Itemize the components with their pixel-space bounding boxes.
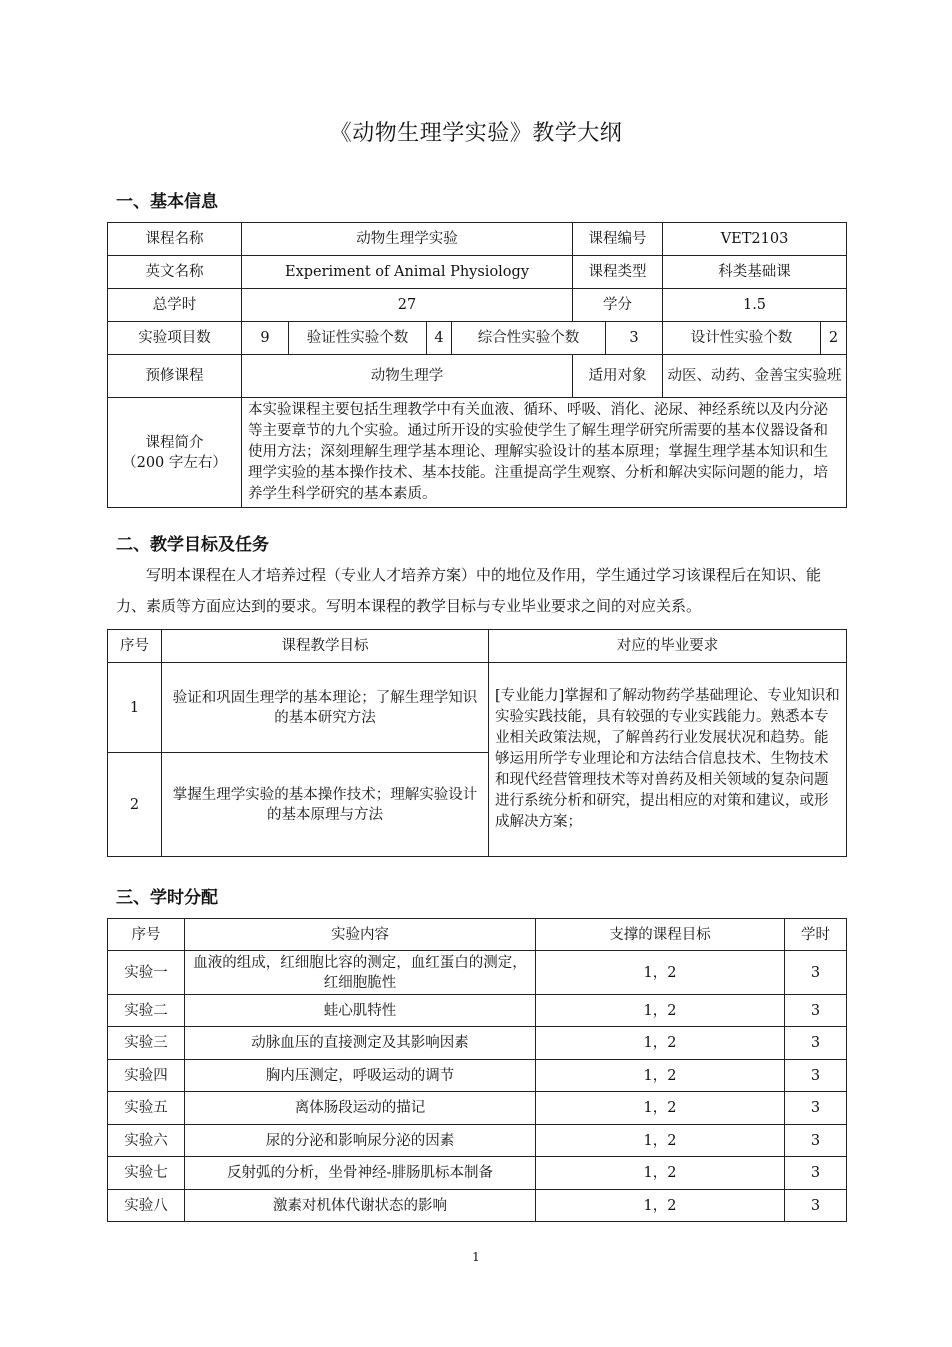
value-total-hours: 27 — [242, 289, 573, 322]
goals-row-2-goal: 掌握生理学实验的基本操作技术；理解实验设计的基本原理与方法 — [162, 753, 489, 857]
row-goals: 1，2 — [536, 1092, 785, 1125]
row-no: 实验四 — [108, 1060, 185, 1092]
value-prereq: 动物生理学 — [242, 355, 573, 398]
value-course-code: VET2103 — [663, 223, 847, 256]
table-row — [108, 951, 847, 995]
goals-header-requirement: 对应的毕业要求 — [489, 630, 847, 663]
goals-header-goal: 课程教学目标 — [162, 630, 489, 663]
section-heading-goals: 二、教学目标及任务 — [116, 535, 269, 555]
table-row — [108, 1190, 847, 1222]
label-course-code: 课程编号 — [573, 223, 663, 256]
hours-header-hours: 学时 — [785, 919, 847, 951]
label-credits: 学分 — [573, 289, 663, 322]
row-no: 实验一 — [108, 951, 185, 995]
row-goals: 1，2 — [536, 1125, 785, 1157]
row-goals: 1，2 — [536, 1060, 785, 1092]
row-hours: 3 — [785, 1157, 847, 1190]
value-comprehensive-count: 3 — [606, 322, 663, 355]
row-hours: 3 — [785, 1027, 847, 1060]
row-no: 实验三 — [108, 1027, 185, 1060]
value-english-name: Experiment of Animal Physiology — [242, 256, 573, 289]
label-exp-count: 实验项目数 — [108, 322, 242, 355]
value-verify-count: 4 — [427, 322, 452, 355]
row-content: 动脉血压的直接测定及其影响因素 — [185, 1027, 536, 1060]
row-hours: 3 — [785, 951, 847, 995]
row-content: 激素对机体代谢状态的影响 — [185, 1190, 536, 1222]
row-goals: 1，2 — [536, 1027, 785, 1060]
table-row — [108, 1157, 847, 1190]
value-credits: 1.5 — [663, 289, 847, 322]
value-exp-count: 9 — [242, 322, 289, 355]
row-goals: 1，2 — [536, 995, 785, 1027]
page-title: 《动物生理学实验》教学大纲 — [329, 121, 623, 146]
row-no: 实验六 — [108, 1125, 185, 1157]
label-course-name: 课程名称 — [108, 223, 242, 256]
label-intro — [108, 398, 242, 508]
label-course-type: 课程类型 — [573, 256, 663, 289]
label-english-name: 英文名称 — [108, 256, 242, 289]
value-course-type: 科类基础课 — [663, 256, 847, 289]
row-hours: 3 — [785, 1092, 847, 1125]
value-design-count: 2 — [821, 322, 847, 355]
label-verify-count: 验证性实验个数 — [289, 322, 427, 355]
row-content: 胸内压测定，呼吸运动的调节 — [185, 1060, 536, 1092]
label-prereq: 预修课程 — [108, 355, 242, 398]
row-hours: 3 — [785, 995, 847, 1027]
page-number: 1 — [472, 1250, 480, 1264]
table-row — [108, 1027, 847, 1060]
section-heading-hours: 三、学时分配 — [116, 888, 218, 908]
label-comprehensive-count: 综合性实验个数 — [452, 322, 606, 355]
row-no: 实验七 — [108, 1157, 185, 1190]
row-hours: 3 — [785, 1125, 847, 1157]
goals-paragraph: 写明本课程在人才培养过程（专业人才培养方案）中的地位及作用，学生通过学习该课程后在知识、能力、素质等方面应达到的要求。写明本课程的教学目标与专业毕业要求之间的对应关系。 — [116, 566, 822, 615]
hours-header-no: 序号 — [108, 919, 185, 951]
value-intro: 本实验课程主要包括生理教学中有关血液、循环、呼吸、消化、泌尿、神经系统以及内分泌等主要章节的九个实验。通过所开设的实验使学生了解生理学研究所需要的基本仪器设备和使用方法；深刻理解生理学基本理论、理解实验设计的基本原理；掌握生理学基本知识和生理学实验的基本操作技术、基本技能。注重提高学生观察、分析和解决实际问题的能力，培养学生科学研究的基本素质。 — [242, 398, 847, 508]
value-course-name: 动物生理学实验 — [242, 223, 573, 256]
row-content: 尿的分泌和影响尿分泌的因素 — [185, 1125, 536, 1157]
table-row — [108, 1125, 847, 1157]
row-no: 实验五 — [108, 1092, 185, 1125]
label-design-count: 设计性实验个数 — [663, 322, 821, 355]
label-total-hours: 总学时 — [108, 289, 242, 322]
label-intro-line2: （200 字左右） — [122, 454, 227, 471]
hours-header-content: 实验内容 — [185, 919, 536, 951]
row-goals: 1，2 — [536, 1157, 785, 1190]
row-no: 实验八 — [108, 1190, 185, 1222]
goals-table — [107, 629, 847, 857]
label-audience: 适用对象 — [573, 355, 663, 398]
goals-row-1-goal: 验证和巩固生理学的基本理论；了解生理学知识的基本研究方法 — [162, 663, 489, 753]
section-heading-basic-info: 一、基本信息 — [116, 192, 218, 212]
hours-table — [107, 918, 847, 1222]
basic-info-grid — [107, 222, 847, 508]
row-content: 离体肠段运动的描记 — [185, 1092, 536, 1125]
row-content: 反射弧的分析，坐骨神经-腓肠肌标本制备 — [185, 1157, 536, 1190]
row-goals: 1，2 — [536, 1190, 785, 1222]
row-content: 血液的组成，红细胞比容的测定，血红蛋白的测定，红细胞脆性 — [185, 951, 536, 995]
row-hours: 3 — [785, 1190, 847, 1222]
row-content: 蛙心肌特性 — [185, 995, 536, 1027]
table-row — [108, 995, 847, 1027]
goals-row-1-no: 1 — [108, 663, 162, 753]
table-row — [108, 1092, 847, 1125]
table-row — [108, 1060, 847, 1092]
hours-header-goals: 支撑的课程目标 — [536, 919, 785, 951]
goals-requirement: [专业能力]掌握和了解动物药学基础理论、专业知识和实验实践技能，具有较强的专业实践能力。熟悉本专业相关政策法规，了解兽药行业发展状况和趋势。能够运用所学专业理论和方法结合信息技术、生物技术和现代经营管理技术等对兽药及相关领域的复杂问题进行系统分析和研究，提出相应的对策和建议，或形成解决方案； — [489, 663, 847, 857]
row-goals: 1，2 — [536, 951, 785, 995]
value-audience: 动医、动药、金善宝实验班 — [663, 355, 847, 398]
label-intro-line1: 课程简介 — [145, 434, 204, 451]
goals-header-no: 序号 — [108, 630, 162, 663]
row-hours: 3 — [785, 1060, 847, 1092]
row-no: 实验二 — [108, 995, 185, 1027]
goals-row-2-no: 2 — [108, 753, 162, 857]
